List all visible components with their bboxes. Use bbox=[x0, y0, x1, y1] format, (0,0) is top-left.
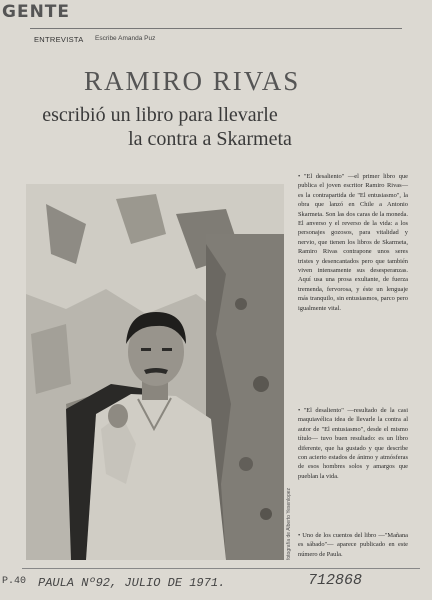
handwritten-source-note: PAULA Nº92, JULIO DE 1971. bbox=[38, 576, 226, 590]
portrait-photo bbox=[26, 184, 284, 560]
subhead-line-2: la contra a Skarmeta bbox=[128, 128, 292, 150]
footer-rule bbox=[22, 568, 420, 569]
article-paragraph-3: • Uno de los cuentos del libro —"Mañana es sábado"— aparece publicado en este número de Paula. bbox=[298, 532, 408, 558]
masthead: GENTE bbox=[2, 2, 71, 22]
article-paragraph-1: • "El desaliento" —el primer libro que publica el joven escritor Ramiro Rivas— es la contrapartida de "El entusiasmo", la obra que lanzó en Chile a Antonio Skarmeta. Son las dos caras de la moneda. El anverso y el reverso de la vida: a los personajes gozosos, para vitalidad y nervio, que tienen los libros de Skarmeta, Ramiro Rivas contrapone unos seres tristes y desencantados pero que también viven intensamente sus desesperanzas. Aquí usa una prosa exultante, de fuerza tremenda, fervorosa, y éste un lenguaje más tranquilo, sin entusiasmos, parco pero igualmente vital. bbox=[298, 173, 408, 312]
top-rule bbox=[30, 28, 402, 29]
article-paragraph-2: • "El desaliento" —resultado de la casi maquiavélica idea de llevarle la contra al autor de "El entusiasmo", desde el mismo título— tuvo buen resultado: es un libro diferente, que ha gustado y que describe con acierto estados de ánimo y atmósferas de esos hombres solos y amargos que pueblan la vida. bbox=[298, 407, 408, 480]
headline: RAMIRO RIVAS bbox=[84, 66, 301, 96]
photo-credit: fotografía de Alberto Yesenlopez bbox=[286, 487, 292, 560]
section-label: ENTREVISTA bbox=[34, 35, 84, 44]
subhead-line-1: escribió un libro para llevarle bbox=[42, 104, 278, 126]
portrait-photo-illustration bbox=[26, 184, 284, 560]
byline: Escribe Amanda Puz bbox=[95, 35, 156, 42]
catalog-number: 712868 bbox=[308, 572, 363, 589]
page-number: P.40 bbox=[2, 576, 27, 587]
